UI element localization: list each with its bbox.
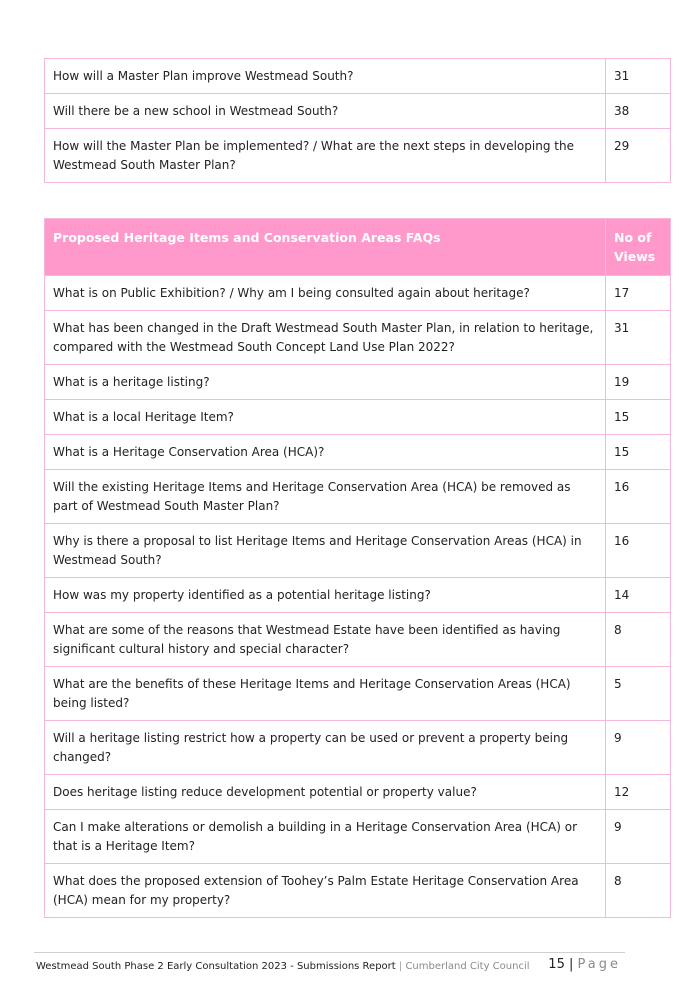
faq-question: What are the benefits of these Heritage Items and Heritage Conservation Areas (HCA) being listed? (45, 667, 606, 721)
table-row (45, 524, 671, 578)
faq-views: 8 (606, 613, 671, 667)
footer-left (36, 961, 530, 972)
faq-table-body (45, 59, 671, 183)
faq-question: Can I make alterations or demolish a building in a Heritage Conservation Area (HCA) or that is a Heritage Item? (45, 810, 606, 864)
table-row (45, 276, 671, 311)
table-row (45, 435, 671, 470)
faq-views: 8 (606, 864, 671, 918)
faq-question: What is a heritage listing? (45, 365, 606, 400)
faq-question: Does heritage listing reduce development potential or property value? (45, 775, 606, 810)
footer-council: Cumberland City Council (405, 961, 530, 972)
faq-views: 38 (606, 94, 671, 129)
faq-views: 16 (606, 470, 671, 524)
faq-question: What has been changed in the Draft Westmead South Master Plan, in relation to heritage, compared with the Westmead South Concept Land Use Plan 2022? (45, 311, 606, 365)
table-row (45, 775, 671, 810)
table-row (45, 129, 671, 183)
faq-views: 31 (606, 311, 671, 365)
faq-question: How was my property identified as a potential heritage listing? (45, 578, 606, 613)
table-row (45, 59, 671, 94)
page-number: 15 (548, 957, 565, 972)
faq-views: 15 (606, 400, 671, 435)
faq-question: Will the existing Heritage Items and Heritage Conservation Area (HCA) be removed as part of Westmead South Master Plan? (45, 470, 606, 524)
faq-question: What is a local Heritage Item? (45, 400, 606, 435)
faq-question: How will a Master Plan improve Westmead South? (45, 59, 606, 94)
table-row (45, 470, 671, 524)
faq-views: 19 (606, 365, 671, 400)
faq-table-heritage (44, 218, 671, 918)
faq-question: What does the proposed extension of Toohey’s Palm Estate Heritage Conservation Area (HCA) mean for my property? (45, 864, 606, 918)
faq-table-body (45, 276, 671, 918)
page-separator: | (568, 957, 574, 972)
faq-views: 31 (606, 59, 671, 94)
table-row (45, 311, 671, 365)
table-row (45, 613, 671, 667)
table-row (45, 400, 671, 435)
faq-question: How will the Master Plan be implemented? / What are the next steps in developing the Westmead South Master Plan? (45, 129, 606, 183)
faq-views: 9 (606, 810, 671, 864)
header-title: Proposed Heritage Items and Conservation Areas FAQs (45, 219, 606, 276)
faq-views: 9 (606, 721, 671, 775)
table-row (45, 578, 671, 613)
table-row (45, 721, 671, 775)
faq-question: Will a heritage listing restrict how a property can be used or prevent a property being changed? (45, 721, 606, 775)
faq-question: What are some of the reasons that Westmead Estate have been identified as having significant cultural history and special character? (45, 613, 606, 667)
faq-views: 12 (606, 775, 671, 810)
faq-views: 29 (606, 129, 671, 183)
table-row (45, 810, 671, 864)
page-footer (34, 952, 625, 983)
faq-views: 17 (606, 276, 671, 311)
table-header-row (45, 219, 671, 276)
faq-question: What is on Public Exhibition? / Why am I being consulted again about heritage? (45, 276, 606, 311)
footer-report-title: Westmead South Phase 2 Early Consultation 2023 - Submissions Report (36, 961, 396, 972)
table-row (45, 864, 671, 918)
footer-page (548, 957, 621, 972)
faq-views: 15 (606, 435, 671, 470)
faq-question: What is a Heritage Conservation Area (HCA)? (45, 435, 606, 470)
header-views-label: No of Views (606, 219, 671, 276)
faq-table-master-plan (44, 58, 671, 183)
faq-question: Why is there a proposal to list Heritage Items and Heritage Conservation Areas (HCA) in Westmead South? (45, 524, 606, 578)
footer-separator: | (398, 961, 403, 972)
page-word: Page (577, 957, 621, 972)
faq-question: Will there be a new school in Westmead South? (45, 94, 606, 129)
table-row (45, 365, 671, 400)
table-row (45, 94, 671, 129)
faq-views: 16 (606, 524, 671, 578)
table-row (45, 667, 671, 721)
faq-views: 14 (606, 578, 671, 613)
faq-views: 5 (606, 667, 671, 721)
